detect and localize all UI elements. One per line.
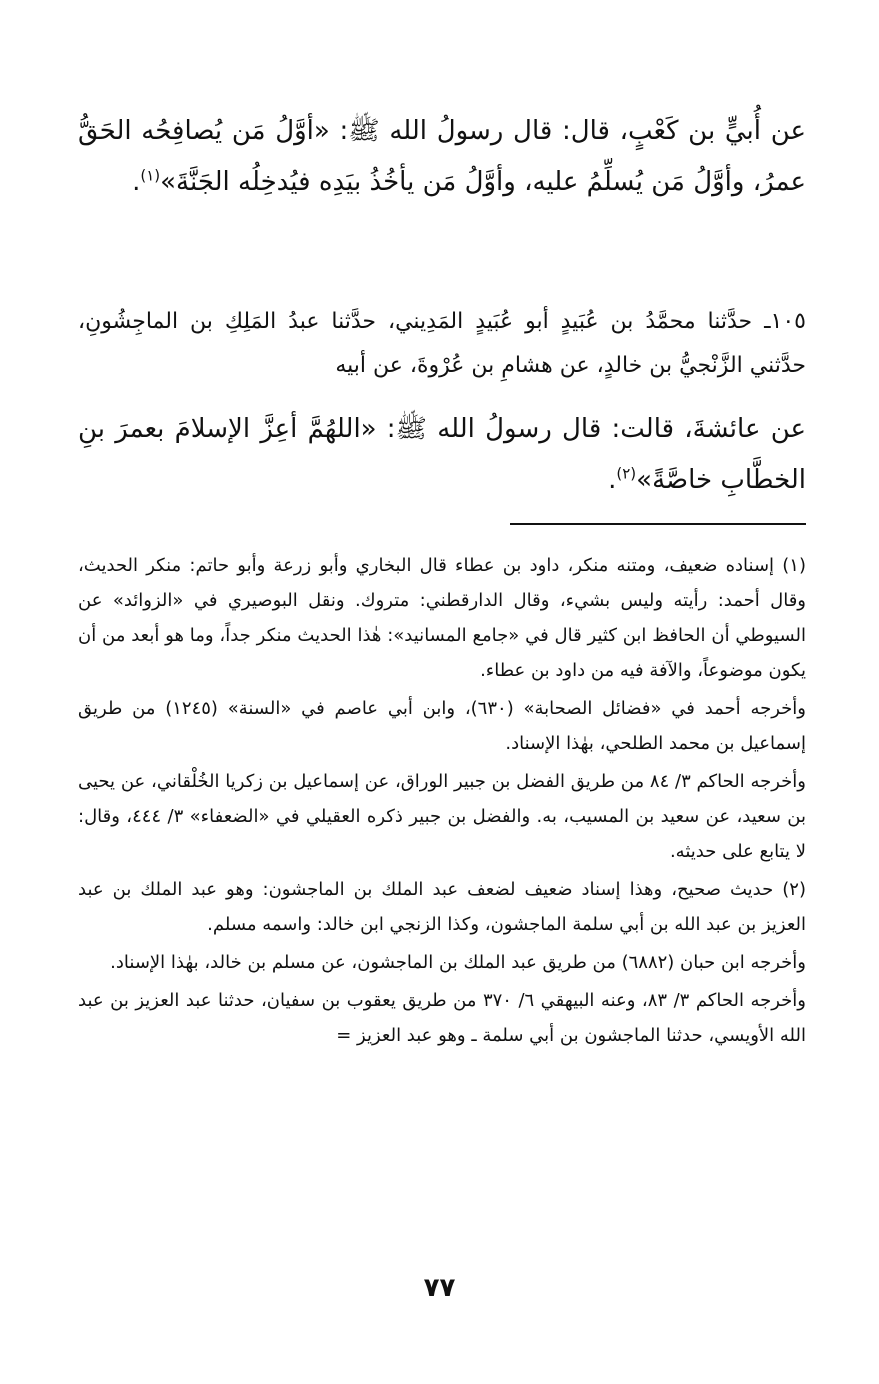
footnote-ref-2: (٢) (616, 464, 637, 483)
footnote-paragraph: (١) إسناده ضعيف، ومتنه منكر، داود بن عطاء قال البخاري وأبو زرعة وأبو حاتم: منكر الحديث، وقال أحمد: رأيته وليس بشيء، وقال الدارقطني: متروك. ونقل البوصيري في «الزوائد» عن السيوطي أن الحافظ ابن كثير قال في «جامع المسانيد»: هٰذا الحديث منكر جداً، وما هو أبعد من أن يكون موضوعاً، والآفة فيه من داود بن عطاء. (78, 555, 806, 681)
hadith-105-chain: ١٠٥ـ حدَّثنا محمَّدُ بن عُبَيدٍ أبو عُبَيدٍ المَدِيني، حدَّثنا عبدُ المَلِكِ بن الماجِشُونِ، حدَّثني الزَّنْجيُّ بن خالدٍ، عن هشامِ بن عُرْوةَ، عن أبيه (78, 309, 806, 378)
footnote-paragraph: وأخرجه الحاكم ٣/ ٨٣، وعنه البيهقي ٦/ ٣٧٠ من طريق يعقوب بن سفيان، حدثنا عبد العزيز بن عبد الله الأويسي، حدثنا الماجشون بن أبي سلمة ـ وهو عبد العزيز = (78, 990, 806, 1046)
hadith-text-1 (78, 106, 806, 208)
page-number: ٧٧ (423, 1273, 456, 1303)
footnote-divider (510, 523, 806, 525)
footnote-paragraph: وأخرجه الحاكم ٣/ ٨٤ من طريق الفضل بن جبير الوراق، عن إسماعيل بن زكريا الخُلْقاني، عن يحيى بن سعيد، عن سعيد بن المسيب، به. والفضل بن جبير ذكره العقيلي في «الضعفاء» ٣/ ٤٤٤، وقال: لا يتابع على حديثه. (78, 771, 806, 862)
hadith-text-2 (78, 404, 806, 506)
hadith-text-1-end: . (132, 167, 141, 197)
footnotes (78, 548, 806, 1056)
hadith-text-1-body: عن أُبيٍّ بن كَعْبٍ، قال: قال رسولُ الله ﷺ: «أوَّلُ مَن يُصافِحُه الحَقُّ عمرُ، وأوَّلُ مَن يُسلِّمُ عليه، وأوَّلُ مَن يأخُذُ بيَدِه فيُدخِلُه الجَنَّةَ» (78, 116, 806, 197)
hadith-text-2-body: عن عائشةَ، قالت: قال رسولُ الله ﷺ: «اللهُمَّ أعِزَّ الإسلامَ بعمرَ بنِ الخطَّابِ خاصَّةً» (78, 414, 806, 495)
footnote-paragraph: وأخرجه أحمد في «فضائل الصحابة» (٦٣٠)، وابن أبي عاصم في «السنة» (١٢٤٥) من طريق إسماعيل بن محمد الطلحي، بهٰذا الإسناد. (78, 698, 806, 754)
footnote-ref-1: (١) (140, 166, 161, 185)
footnote-paragraph: وأخرجه ابن حبان (٦٨٨٢) من طريق عبد الملك بن الماجشون، عن مسلم بن خالد، بهٰذا الإسناد. (110, 952, 806, 973)
hadith-text-2-end: . (608, 465, 617, 495)
footnote-paragraph: (٢) حديث صحيح، وهذا إسناد ضعيف لضعف عبد الملك بن الماجشون: وهو عبد الملك بن عبد العزيز بن عبد الله بن أبي سلمة الماجشون، وكذا الزنجي ابن خالد: واسمه مسلم. (78, 879, 806, 935)
